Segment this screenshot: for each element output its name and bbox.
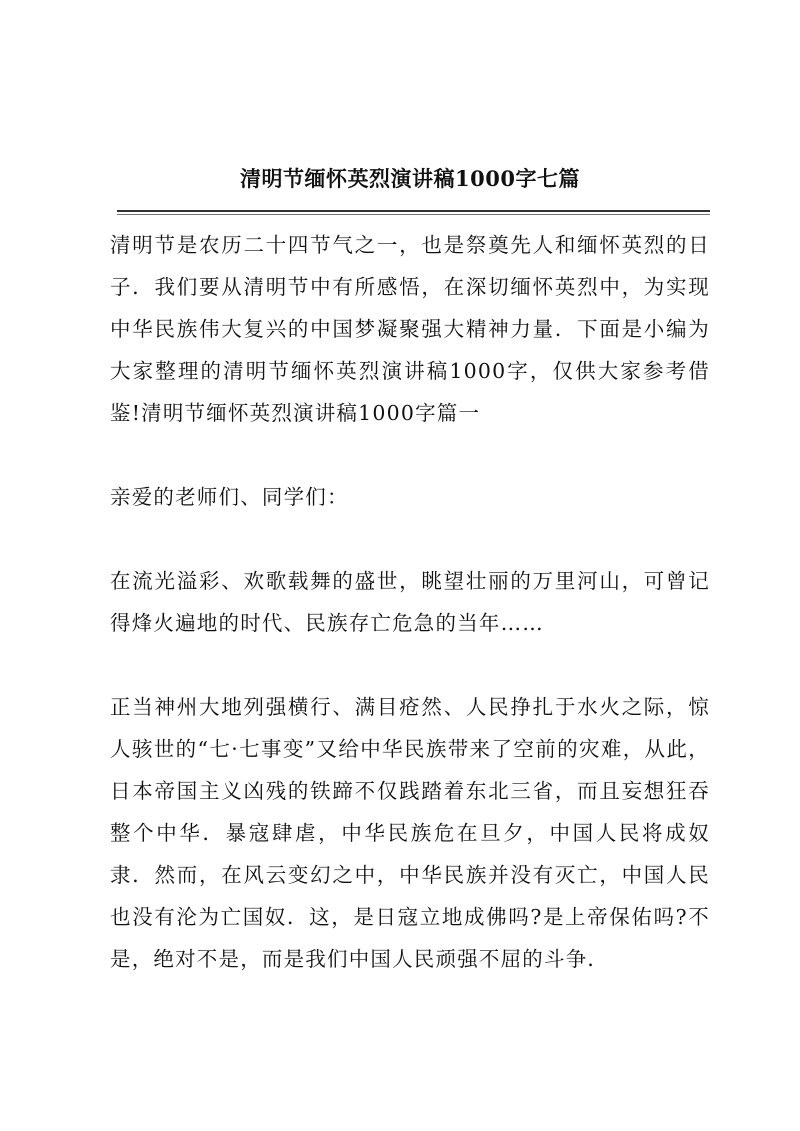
body-paragraph-2: 正当神州大地列强横行、满目疮然、人民挣扎于水火之际，惊人骇世的“七·七事变”又给中华民族带来了空前的灾难，从此，日本帝国主义凶残的铁蹄不仅践踏着东北三省，而且妄想狂吞整个中华．暴寇肆虐，中华民族危在旦夕，中国人民将成奴隶．然而，在风云变幻之中，中华民族并没有灭亡，中国人民也没有沦为亡国奴．这，是日寇立地成佛吗?是上帝保佑吗?不是，绝对不是，而是我们中国人民顽强不屈的斗争．	[110, 695, 710, 971]
intro-paragraph: 清明节是农历二十四节气之一，也是祭奠先人和缅怀英烈的日子．我们要从清明节中有所感悟，在深切缅怀英烈中，为实现中华民族伟大复兴的中国梦凝聚强大精神力量．下面是小编为大家整理的清明节缅怀英烈演讲稿1000字，仅供大家参考借鉴!清明节缅怀英烈演讲稿1000字篇一	[110, 233, 710, 425]
title-divider	[117, 210, 710, 212]
title-divider-thin	[117, 214, 710, 215]
body-paragraph-1: 在流光溢彩、欢歌载舞的盛世，眺望壮丽的万里河山，可曾记得烽火遍地的时代、民族存亡危急的当年……	[110, 569, 710, 635]
salutation-paragraph: 亲爱的老师们、同学们：	[110, 485, 349, 509]
document-title: 清明节缅怀英烈演讲稿1000字七篇	[240, 166, 580, 191]
